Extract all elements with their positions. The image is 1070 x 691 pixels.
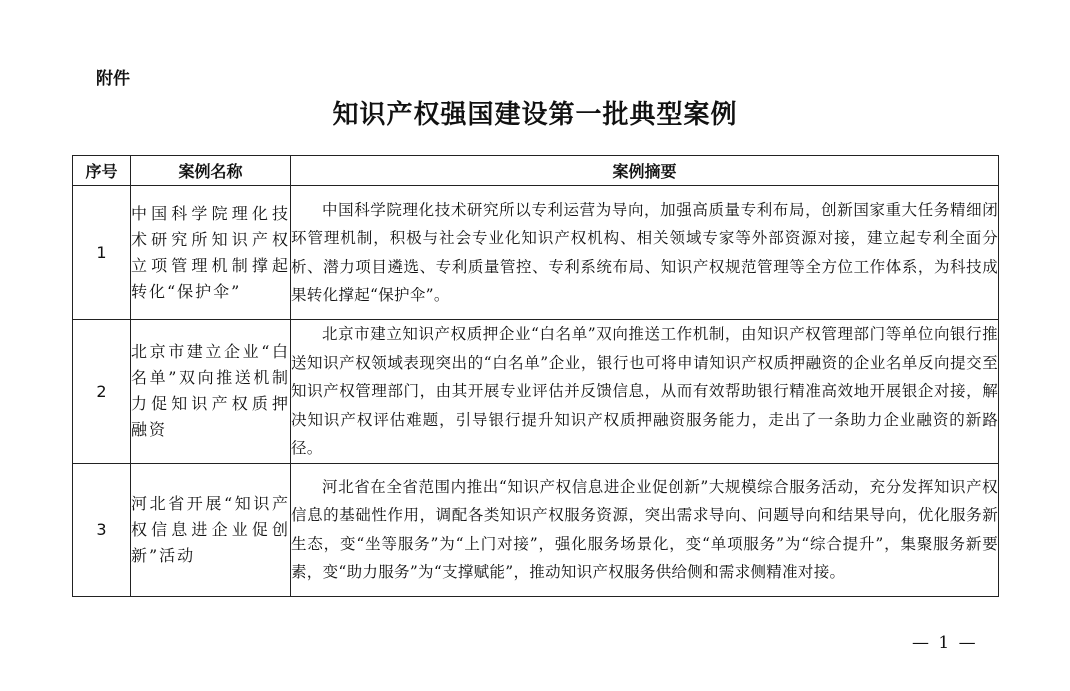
table-header-row [73, 156, 999, 186]
case-summary: 中国科学院理化技术研究所以专利运营为导向，加强高质量专利布局，创新国家重大任务精细闭环管理机制，积极与社会专业化知识产权机构、相关领域专家等外部资源对接，建立起专利全面分析、潜力项目遴选、专利质量管控、专利系统布局、知识产权规范管理等全方位工作体系，为科技成果转化撑起“保护伞”。 [291, 186, 999, 320]
case-number: 2 [73, 320, 131, 464]
page-number: — 1 — [912, 633, 978, 653]
case-summary: 河北省在全省范围内推出“知识产权信息进企业促创新”大规模综合服务活动，充分发挥知识产权信息的基础性作用，调配各类知识产权服务资源，突出需求导向、问题导向和结果导向，优化服务新生态，变“坐等服务”为“上门对接”，强化服务场景化，变“单项服务”为“综合提升”，集聚服务新要素，变“助力服务”为“支撑赋能”，推动知识产权服务供给侧和需求侧精准对接。 [291, 463, 999, 596]
case-summary: 北京市建立知识产权质押企业“白名单”双向推送工作机制，由知识产权管理部门等单位向银行推送知识产权领域表现突出的“白名单”企业，银行也可将申请知识产权质押融资的企业名单反向提交至知识产权管理部门，由其开展专业评估并反馈信息，从而有效帮助银行精准高效地开展银企对接，解决知识产权评估难题，引导银行提升知识产权质押融资服务能力，走出了一条助力企业融资的新路径。 [291, 320, 999, 464]
column-header-number: 序号 [73, 156, 131, 186]
column-header-case-summary: 案例摘要 [291, 156, 999, 186]
case-name: 河北省开展“知识产权信息进企业促创新”活动 [131, 463, 291, 596]
attachment-label: 附件 [96, 69, 130, 89]
column-header-case-name: 案例名称 [131, 156, 291, 186]
table-row [73, 186, 999, 320]
case-name: 中国科学院理化技术研究所知识产权立项管理机制撑起转化“保护伞” [131, 186, 291, 320]
case-number: 1 [73, 186, 131, 320]
table-row [73, 320, 999, 464]
document-title: 知识产权强国建设第一批典型案例 [332, 100, 738, 130]
cases-table [72, 155, 999, 597]
table-row [73, 463, 999, 596]
case-name: 北京市建立企业“白名单”双向推送机制 力促知识产权质押融资 [131, 320, 291, 464]
case-number: 3 [73, 463, 131, 596]
